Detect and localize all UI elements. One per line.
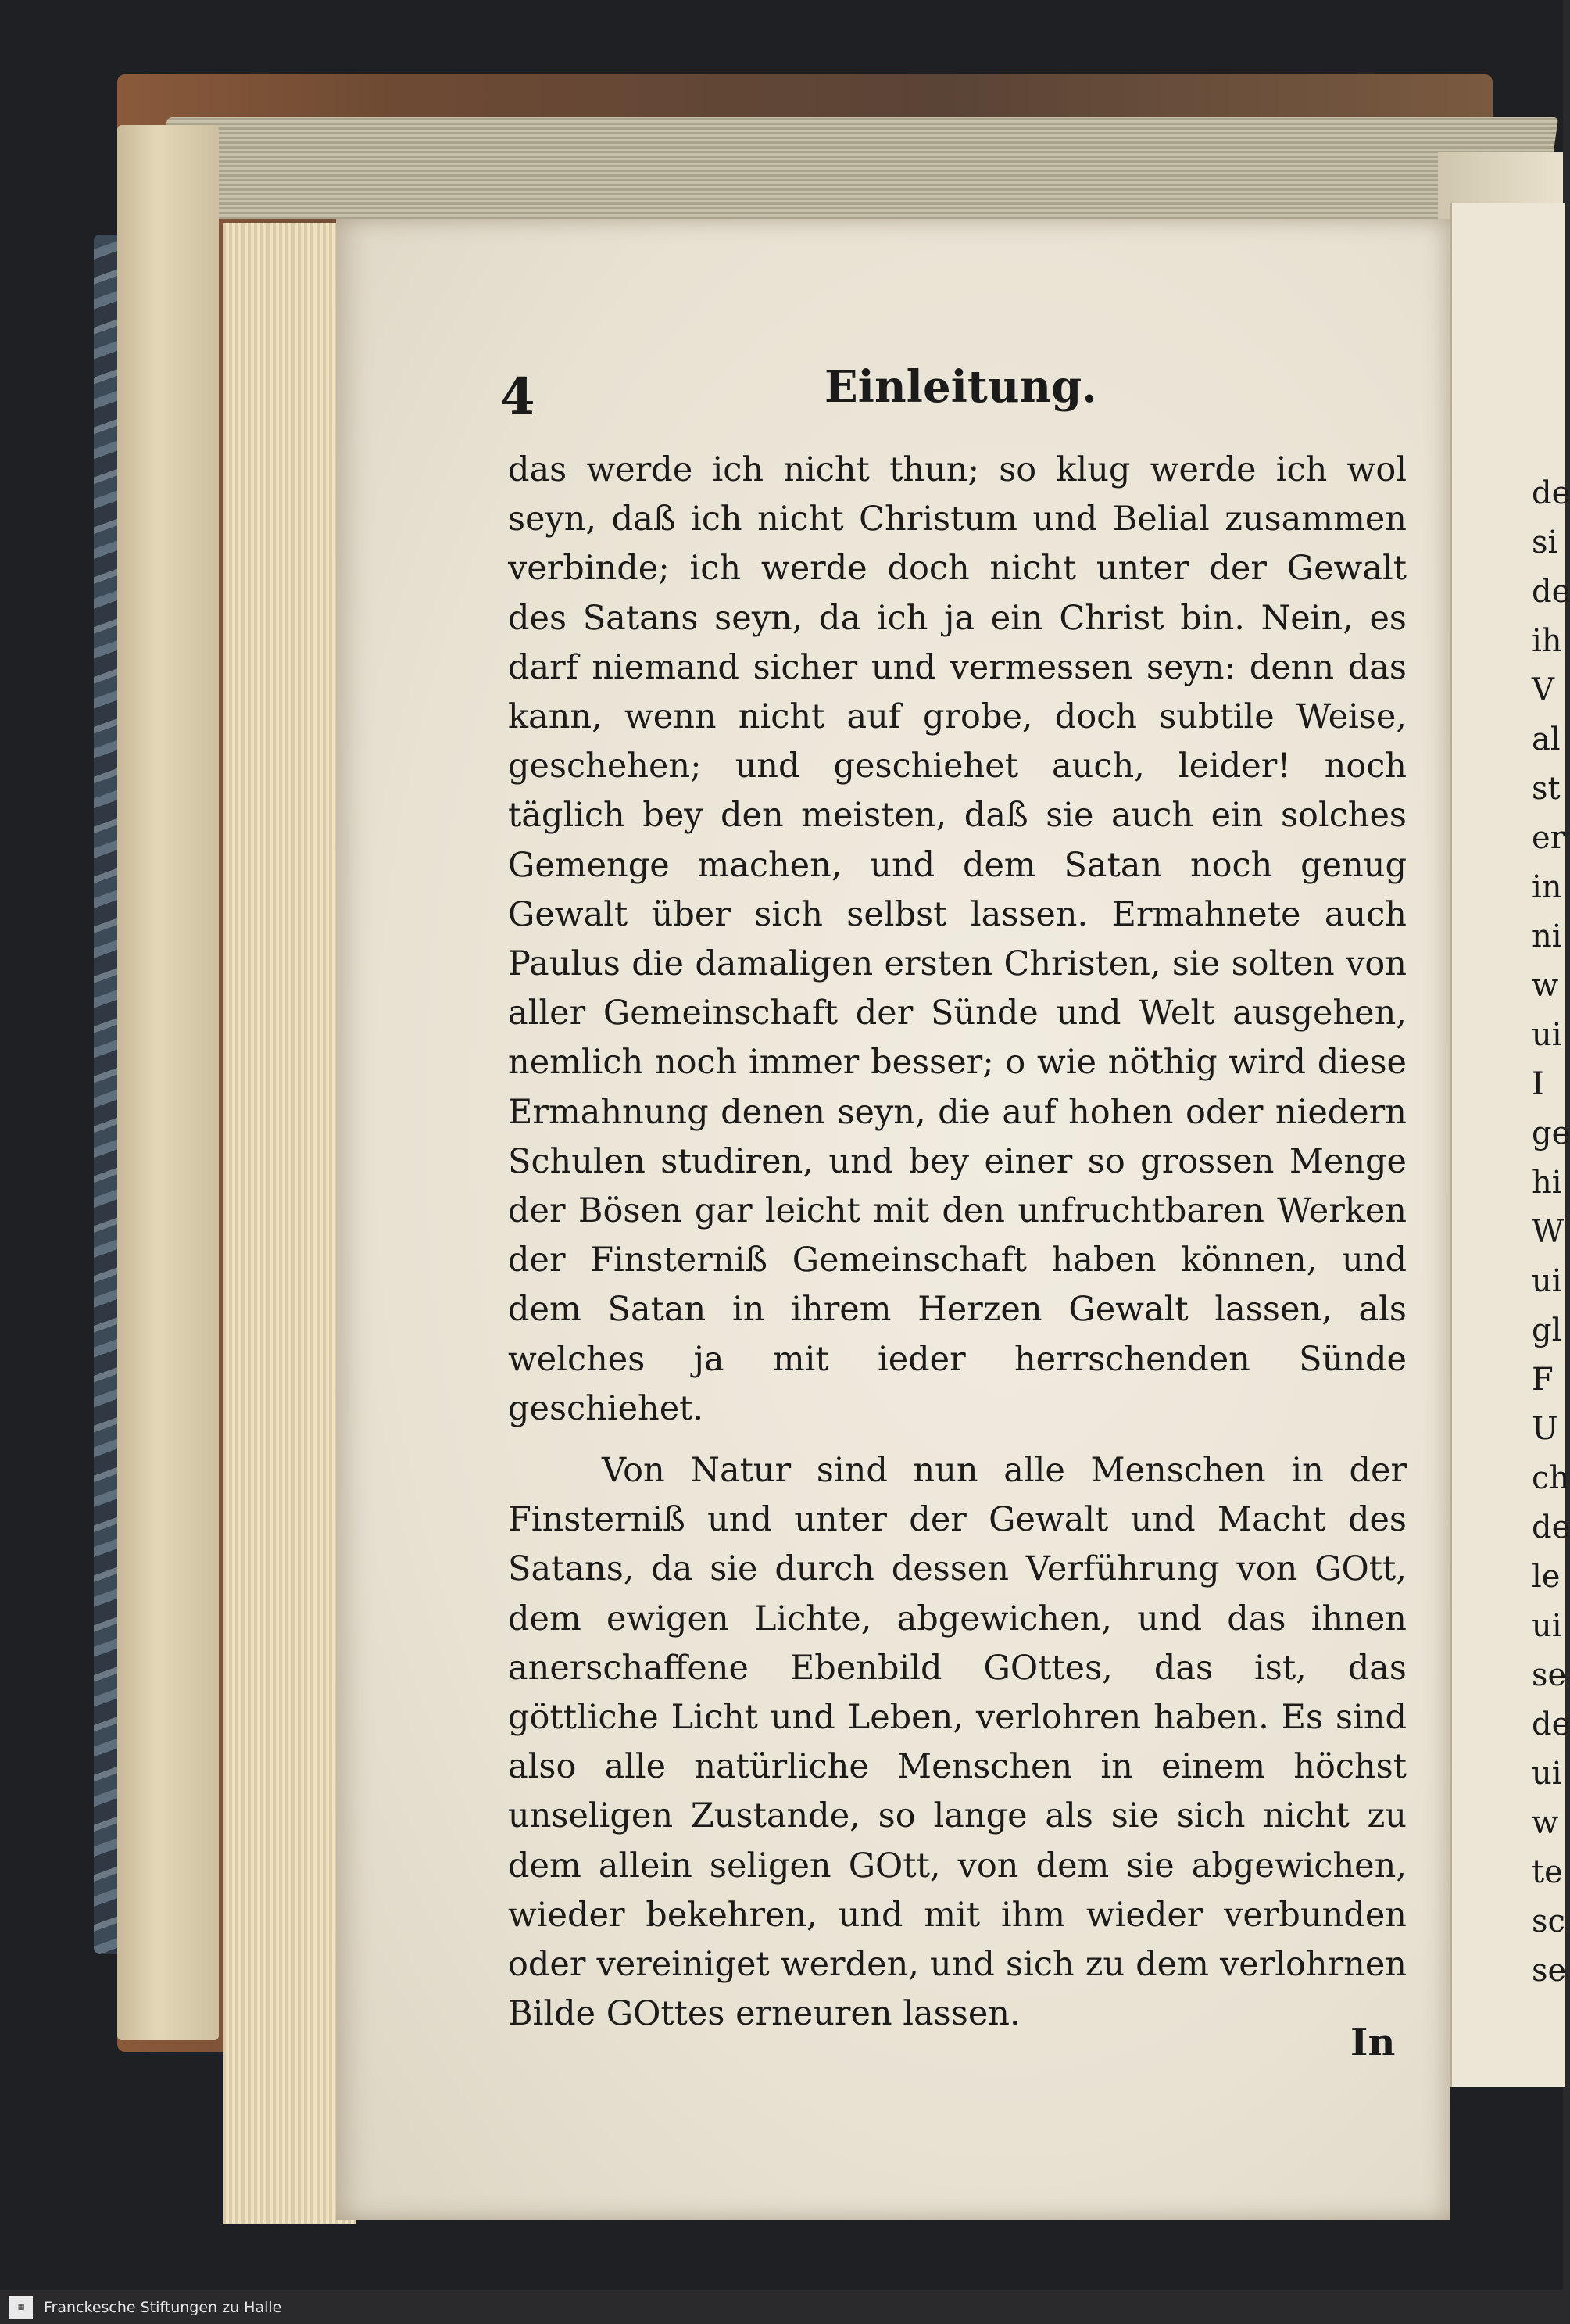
- right-page-fragment: ui: [1532, 1263, 1562, 1299]
- right-page-fragment: V: [1532, 672, 1554, 708]
- right-page-fragment: w: [1532, 1805, 1559, 1841]
- right-page-fragment: le: [1532, 1559, 1561, 1595]
- right-page-fragment: w: [1532, 968, 1559, 1004]
- footer-bar: [0, 2290, 1563, 2324]
- right-page-fragment: gl: [1532, 1312, 1562, 1348]
- right-page-fragment: al: [1532, 722, 1561, 757]
- right-page-fragment: W: [1532, 1214, 1565, 1250]
- institution-logo: [9, 2296, 33, 2319]
- right-page-fragment: F: [1532, 1362, 1554, 1398]
- right-page-fragment: te: [1532, 1854, 1563, 1890]
- right-page-fragment: se: [1532, 1953, 1567, 1989]
- right-page-text: [1532, 469, 1570, 1996]
- book-top-edge: [153, 117, 1558, 219]
- paragraph-1: das werde ich nicht thun; so klug werde ich wol seyn, daß ich nicht Christum und Belial zusammen verbinde; ich werde doch nicht unter der Gewalt des Satans seyn, da ich ja ein Christ bin. Nein, es darf niemand sicher und vermessen seyn: denn das kann, wenn nicht auf grobe, doch subtile Weise, geschehen; und geschiehet auch, leider! noch täglich bey den meisten, daß sie auch ein solches Gemenge machen, und dem Satan noch genug Gewalt über sich selbst lassen. Ermahnete auch Paulus die damaligen ersten Christen, sie solten von aller Gemeinschaft der Sünde und Welt ausgehen, nemlich noch immer besser; o wie nöthig wird diese Ermahnung denen seyn, die auf hohen oder niedern Schulen studiren, und bey einer so grossen Menge der Bösen gar leicht mit den unfruchtbaren Werken der Finsterniß Gemeinschaft haben können, und dem Satan in ihrem Herzen Gewalt lassen, als welches ja mit ieder herrschenden Sünde geschiehet.: [508, 450, 1407, 1428]
- logo-icon: ▦: [17, 2303, 25, 2311]
- right-page-fragment: de: [1532, 574, 1570, 610]
- right-page-fragment: sc: [1532, 1903, 1565, 1939]
- right-page-fragment: de: [1532, 1706, 1570, 1742]
- right-page-fragment: ch: [1532, 1460, 1570, 1496]
- right-page-fragment: ni: [1532, 918, 1562, 954]
- paragraph-2: Von Natur sind nun alle Menschen in der Finsterniß und unter der Gewalt und Macht des Satans, da sie durch dessen Verführung von GOtt, dem ewigen Lichte, abgewichen, und das ihnen anerschaffene Ebenbild GOttes, das ist, das göttliche Licht und Leben, verlohren haben. Es sind also alle natürliche Menschen in einem höchst unseligen Zustande, so lange als sie sich nicht zu dem allein seligen GOtt, von dem sie abgewichen, wieder bekehren, und mit ihm wieder verbunden oder vereiniget werden, und sich zu dem verlohrnen Bilde GOttes erneuren lassen.: [508, 1451, 1407, 2034]
- right-page-fragment: in: [1532, 869, 1562, 905]
- right-page-fragment: de: [1532, 1509, 1570, 1545]
- page-body: [508, 446, 1407, 2039]
- footer-caption: Franckesche Stiftungen zu Halle: [44, 2298, 282, 2316]
- catchword: In: [1350, 2021, 1396, 2064]
- right-page-fragment: ih: [1532, 623, 1562, 659]
- right-page-fragment: de: [1532, 475, 1570, 511]
- right-page-fragment: ui: [1532, 1756, 1562, 1792]
- right-page-fragment: hi: [1532, 1165, 1562, 1201]
- right-page-fragment: U: [1532, 1411, 1558, 1447]
- right-page-fragment: I: [1532, 1066, 1544, 1102]
- book-page-edges: [117, 125, 219, 2040]
- right-page-fragment: si: [1532, 525, 1558, 560]
- right-page-fragment: ui: [1532, 1017, 1562, 1053]
- right-page-fragment: ui: [1532, 1608, 1562, 1644]
- right-page-fragment: er: [1532, 820, 1565, 856]
- right-page-fragment: st: [1532, 771, 1561, 807]
- right-page-fragment: se: [1532, 1657, 1567, 1693]
- running-title: Einleitung.: [824, 361, 1097, 413]
- page-number: 4: [500, 367, 535, 426]
- right-page-fragment: ge: [1532, 1115, 1570, 1151]
